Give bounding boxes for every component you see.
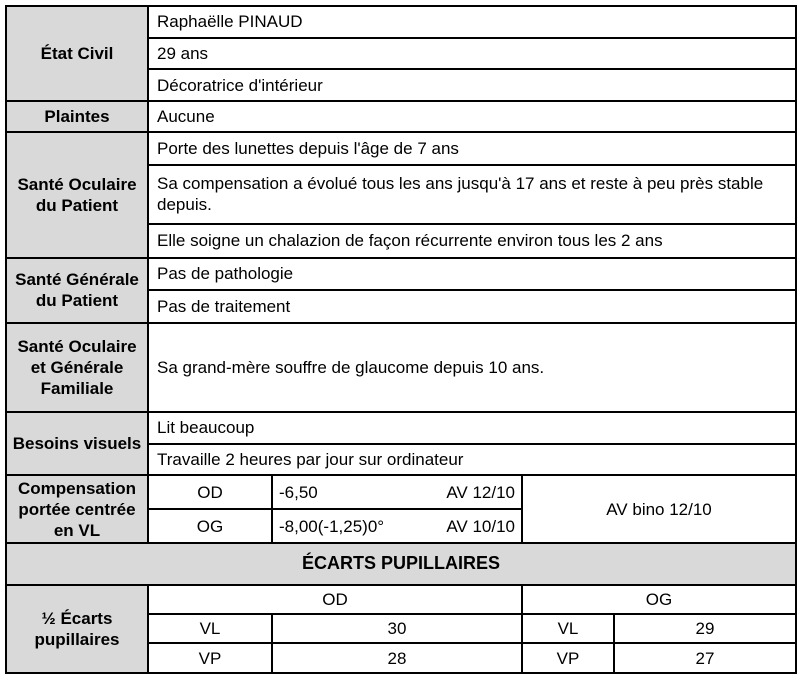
etat-civil-row-name xyxy=(6,6,796,38)
sante-familiale-label: Santé Oculaire et Générale Familiale xyxy=(6,323,148,412)
ecarts-vl-og-label: VL xyxy=(522,614,614,644)
etat-civil-label: État Civil xyxy=(6,6,148,101)
sante-oculaire-row-1 xyxy=(6,132,796,165)
besoins-label: Besoins visuels xyxy=(6,412,148,475)
ecarts-vp-od-label: VP xyxy=(148,643,272,673)
besoins-row-1 xyxy=(6,412,796,444)
ecarts-header-row xyxy=(6,585,796,614)
sante-generale-label: Santé Générale du Patient xyxy=(6,258,148,323)
patient-job: Décoratrice d'intérieur xyxy=(148,69,796,101)
compensation-row-od xyxy=(6,475,796,509)
compensation-og-av: AV 10/10 xyxy=(446,516,515,536)
sante-oculaire-line: Elle soigne un chalazion de façon récurrente environ tous les 2 ans xyxy=(148,224,796,258)
compensation-od-value: -6,50 xyxy=(279,482,318,502)
compensation-og-value: -8,00(-1,25)0° xyxy=(279,516,385,536)
plaintes-value: Aucune xyxy=(148,101,796,132)
besoins-line: Lit beaucoup xyxy=(148,412,796,444)
compensation-od-av: AV 12/10 xyxy=(446,482,515,502)
sante-oculaire-label: Santé Oculaire du Patient xyxy=(6,132,148,258)
patient-record-table xyxy=(5,5,797,674)
compensation-bino: AV bino 12/10 xyxy=(522,475,796,543)
sante-familiale-row xyxy=(6,323,796,412)
patient-name: Raphaëlle PINAUD xyxy=(148,6,796,38)
ecarts-vl-od-value: 30 xyxy=(272,614,522,644)
ecarts-title-row xyxy=(6,543,796,585)
sante-generale-line: Pas de pathologie xyxy=(148,258,796,291)
ecarts-vl-og-value: 29 xyxy=(614,614,796,644)
sante-generale-line: Pas de traitement xyxy=(148,290,796,323)
compensation-og-cell xyxy=(272,509,522,543)
ecarts-vp-og-value: 27 xyxy=(614,643,796,673)
patient-age: 29 ans xyxy=(148,38,796,70)
sante-generale-row-1 xyxy=(6,258,796,291)
plaintes-row xyxy=(6,101,796,132)
compensation-label: Compensation portée centrée en VL xyxy=(6,475,148,543)
compensation-od-cell xyxy=(272,475,522,509)
compensation-og-eye: OG xyxy=(148,509,272,543)
ecarts-og-header: OG xyxy=(522,585,796,614)
ecarts-od-header: OD xyxy=(148,585,522,614)
ecarts-vp-og-label: VP xyxy=(522,643,614,673)
ecarts-title: ÉCARTS PUPILLAIRES xyxy=(6,543,796,585)
sante-oculaire-line: Porte des lunettes depuis l'âge de 7 ans xyxy=(148,132,796,165)
ecarts-vp-od-value: 28 xyxy=(272,643,522,673)
compensation-od-eye: OD xyxy=(148,475,272,509)
ecarts-label: ½ Écarts pupillaires xyxy=(6,585,148,673)
sante-familiale-value: Sa grand-mère souffre de glaucome depuis 10 ans. xyxy=(148,323,796,412)
plaintes-label: Plaintes xyxy=(6,101,148,132)
besoins-line: Travaille 2 heures par jour sur ordinateur xyxy=(148,444,796,476)
sante-oculaire-line: Sa compensation a évolué tous les ans jusqu'à 17 ans et reste à peu près stable depuis. xyxy=(148,165,796,224)
ecarts-vl-od-label: VL xyxy=(148,614,272,644)
